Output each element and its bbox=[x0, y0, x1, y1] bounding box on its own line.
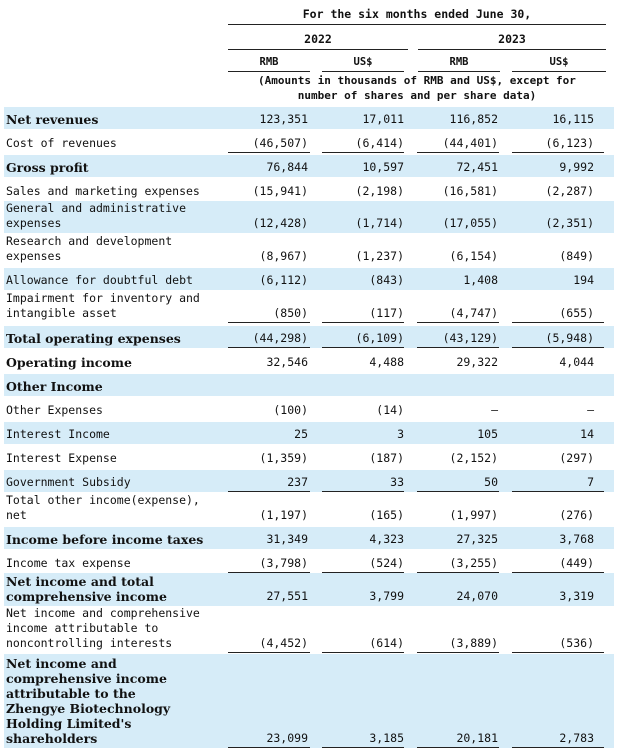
cell-underline bbox=[228, 652, 310, 653]
cell-underline bbox=[322, 347, 404, 348]
table-row bbox=[4, 492, 614, 525]
col-rule-1 bbox=[228, 71, 310, 72]
col-usd-2022: US$ bbox=[353, 56, 373, 68]
cell-value: 32,546 bbox=[266, 355, 308, 369]
year-2023-heading: 2023 bbox=[498, 32, 526, 46]
cell-value: (4,747) bbox=[449, 306, 498, 320]
cell-value: 20,181 bbox=[456, 731, 498, 745]
cell-value: 2,783 bbox=[559, 731, 594, 745]
cell-value: (43,129) bbox=[442, 331, 498, 345]
row-label: Income before income taxes bbox=[6, 532, 204, 547]
row-label: Allowance for doubtful debt bbox=[6, 273, 193, 287]
col-rule-2 bbox=[322, 71, 404, 72]
cell-value: (5,948) bbox=[545, 331, 594, 345]
cell-value: (276) bbox=[559, 508, 594, 522]
cell-value: (2,351) bbox=[545, 216, 594, 230]
cell-value: (850) bbox=[273, 306, 308, 320]
units-note-1: (Amounts in thousands of RMB and US$, except for bbox=[258, 74, 576, 87]
cell-value: 3,799 bbox=[369, 589, 404, 603]
cell-value: (3,255) bbox=[449, 556, 498, 570]
cell-value: 105 bbox=[477, 427, 498, 441]
cell-value: 50 bbox=[484, 475, 498, 489]
table-row bbox=[4, 551, 614, 573]
cell-value: 3,185 bbox=[369, 731, 404, 745]
cell-value: (44,401) bbox=[442, 136, 498, 150]
col-rule-4 bbox=[512, 71, 606, 72]
cell-value: — bbox=[491, 403, 498, 417]
cell-value: (524) bbox=[369, 556, 404, 570]
cell-underline bbox=[322, 652, 404, 653]
row-label: Impairment for inventory and intangible asset bbox=[6, 291, 200, 320]
year-2022-rule bbox=[228, 49, 408, 50]
col-rmb-2023: RMB bbox=[449, 56, 469, 68]
cell-value: (100) bbox=[273, 403, 308, 417]
row-label: Net revenues bbox=[6, 112, 99, 127]
table-row bbox=[4, 606, 614, 653]
year-2022-heading: 2022 bbox=[304, 32, 332, 46]
cell-value: (44,298) bbox=[252, 331, 308, 345]
cell-value: (187) bbox=[369, 451, 404, 465]
cell-value: 76,844 bbox=[266, 160, 308, 174]
row-label: Income tax expense bbox=[6, 556, 131, 570]
col-rmb-2022: RMB bbox=[259, 56, 279, 68]
cell-underline bbox=[228, 747, 310, 748]
cell-underline bbox=[417, 322, 499, 323]
cell-value: (1,197) bbox=[259, 508, 308, 522]
cell-value: 16,115 bbox=[552, 112, 594, 126]
cell-value: 17,011 bbox=[362, 112, 404, 126]
row-label: Net income and total comprehensive income bbox=[6, 574, 167, 604]
cell-value: 194 bbox=[573, 273, 594, 287]
table-row bbox=[4, 446, 614, 468]
cell-value: 27,325 bbox=[456, 532, 498, 546]
period-heading: For the six months ended June 30, bbox=[302, 7, 532, 21]
row-label: Interest Expense bbox=[6, 451, 117, 465]
cell-value: 3,768 bbox=[559, 532, 594, 546]
cell-underline bbox=[512, 747, 604, 748]
table-row bbox=[4, 422, 614, 444]
year-2023-rule bbox=[418, 49, 606, 50]
cell-underline bbox=[228, 347, 310, 348]
col-usd-2023: US$ bbox=[549, 56, 569, 68]
row-label: Total operating expenses bbox=[6, 331, 181, 346]
cell-value: 3,319 bbox=[559, 589, 594, 603]
cell-underline bbox=[417, 652, 499, 653]
cell-value: (1,714) bbox=[355, 216, 404, 230]
cell-value: (6,109) bbox=[355, 331, 404, 345]
cell-value: 237 bbox=[287, 475, 308, 489]
cell-value: (15,941) bbox=[252, 184, 308, 198]
cell-value: (614) bbox=[369, 636, 404, 650]
cell-value: (12,428) bbox=[252, 216, 308, 230]
table-row bbox=[4, 201, 614, 233]
cell-value: 9,992 bbox=[559, 160, 594, 174]
cell-value: (843) bbox=[369, 273, 404, 287]
cell-value: 123,351 bbox=[259, 112, 308, 126]
cell-value: (3,798) bbox=[259, 556, 308, 570]
cell-value: (16,581) bbox=[442, 184, 498, 198]
table-row bbox=[4, 374, 614, 396]
cell-value: 4,323 bbox=[369, 532, 404, 546]
cell-value: (3,889) bbox=[449, 636, 498, 650]
cell-value: 116,852 bbox=[449, 112, 498, 126]
cell-value: 25 bbox=[294, 427, 308, 441]
cell-value: (165) bbox=[369, 508, 404, 522]
table-row bbox=[4, 573, 614, 606]
cell-underline bbox=[512, 652, 604, 653]
cell-value: 10,597 bbox=[362, 160, 404, 174]
cell-value: 7 bbox=[587, 475, 594, 489]
header-rule bbox=[228, 24, 606, 25]
cell-value: 14 bbox=[580, 427, 594, 441]
cell-value: 4,488 bbox=[369, 355, 404, 369]
cell-value: (14) bbox=[376, 403, 404, 417]
table-row bbox=[4, 155, 614, 177]
row-label: Net income and comprehensive income attributable to the Zhengye Biotechnology Holding Limited's shareholders bbox=[6, 656, 171, 746]
row-label: Government Subsidy bbox=[6, 475, 131, 489]
cell-value: 33 bbox=[390, 475, 404, 489]
cell-value: (2,287) bbox=[545, 184, 594, 198]
cell-value: — bbox=[587, 403, 594, 417]
cell-value: 4,044 bbox=[559, 355, 594, 369]
cell-underline bbox=[417, 347, 499, 348]
row-label: Operating income bbox=[6, 355, 132, 370]
table-row bbox=[4, 470, 614, 492]
col-rule-3 bbox=[418, 71, 500, 72]
row-label: Total other income(expense), net bbox=[6, 493, 200, 522]
row-label: Other Income bbox=[6, 379, 103, 394]
cell-underline bbox=[417, 747, 499, 748]
cell-value: (8,967) bbox=[259, 249, 308, 263]
cell-value: (449) bbox=[559, 556, 594, 570]
row-label: Net income and comprehensive income attributable to noncontrolling interests bbox=[6, 606, 200, 650]
row-label: Interest Income bbox=[6, 427, 110, 441]
row-label: Cost of revenues bbox=[6, 136, 117, 150]
cell-value: (2,152) bbox=[449, 451, 498, 465]
cell-value: (1,359) bbox=[259, 451, 308, 465]
cell-value: 1,408 bbox=[463, 273, 498, 287]
table-row bbox=[4, 654, 614, 748]
cell-value: (849) bbox=[559, 249, 594, 263]
cell-value: (46,507) bbox=[252, 136, 308, 150]
row-label: Gross profit bbox=[6, 160, 89, 175]
cell-value: 27,551 bbox=[266, 589, 308, 603]
cell-underline bbox=[512, 322, 604, 323]
cell-underline bbox=[322, 152, 404, 153]
cell-underline bbox=[417, 152, 499, 153]
cell-value: (536) bbox=[559, 636, 594, 650]
cell-value: 31,349 bbox=[266, 532, 308, 546]
cell-value: (6,123) bbox=[545, 136, 594, 150]
cell-value: 3 bbox=[397, 427, 404, 441]
table-row bbox=[4, 326, 614, 348]
cell-value: (2,198) bbox=[355, 184, 404, 198]
cell-value: 23,099 bbox=[266, 731, 308, 745]
cell-underline bbox=[322, 747, 404, 748]
cell-value: (117) bbox=[369, 306, 404, 320]
cell-value: (1,997) bbox=[449, 508, 498, 522]
cell-value: (17,055) bbox=[442, 216, 498, 230]
cell-value: (655) bbox=[559, 306, 594, 320]
cell-value: (6,154) bbox=[449, 249, 498, 263]
table-row bbox=[4, 107, 614, 129]
cell-underline bbox=[512, 152, 604, 153]
cell-underline bbox=[512, 347, 604, 348]
table-row bbox=[4, 268, 614, 290]
cell-value: (6,414) bbox=[355, 136, 404, 150]
cell-value: 72,451 bbox=[456, 160, 498, 174]
table-row bbox=[4, 291, 614, 323]
table-row bbox=[4, 131, 614, 153]
table-row bbox=[4, 350, 614, 372]
row-label: Research and development expenses bbox=[6, 234, 173, 263]
row-label: General and administrative expenses bbox=[6, 201, 187, 230]
cell-value: (6,112) bbox=[259, 273, 308, 287]
cell-value: 24,070 bbox=[456, 589, 498, 603]
cell-underline bbox=[228, 322, 310, 323]
row-label: Sales and marketing expenses bbox=[6, 184, 200, 198]
table-row bbox=[4, 398, 614, 420]
units-note-2: number of shares and per share data) bbox=[297, 89, 537, 102]
cell-value: (1,237) bbox=[355, 249, 404, 263]
cell-underline bbox=[228, 152, 310, 153]
row-label: Other Expenses bbox=[6, 403, 103, 417]
cell-value: (297) bbox=[559, 451, 594, 465]
cell-value: (4,452) bbox=[259, 636, 308, 650]
cell-underline bbox=[322, 322, 404, 323]
table-row bbox=[4, 234, 614, 266]
table-row bbox=[4, 527, 614, 549]
cell-value: 29,322 bbox=[456, 355, 498, 369]
table-row bbox=[4, 179, 614, 201]
